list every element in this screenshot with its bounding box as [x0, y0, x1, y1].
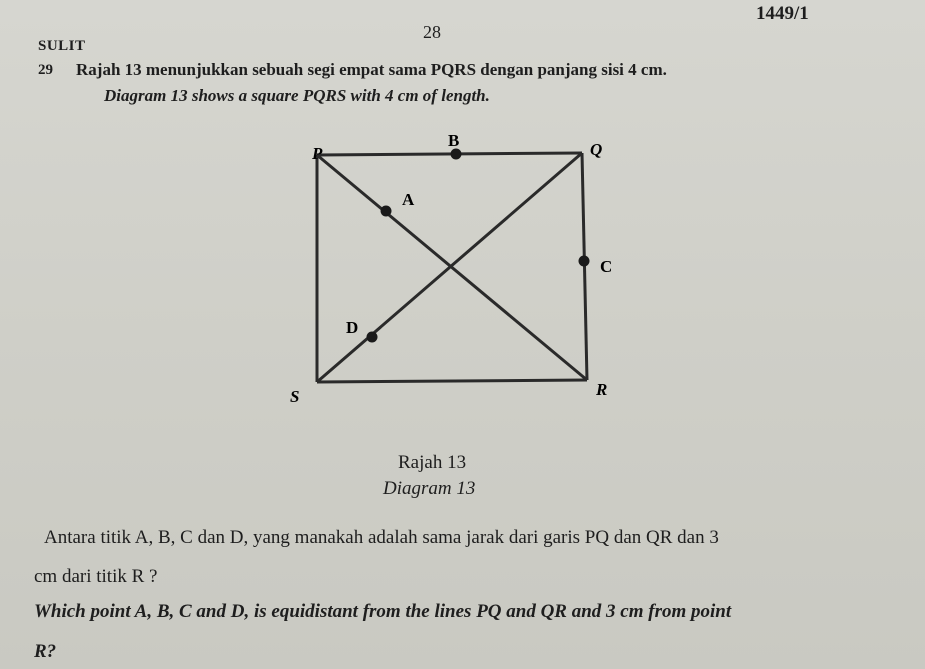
label-a: A [402, 190, 415, 209]
page-number: 28 [423, 22, 441, 42]
point-b [451, 149, 462, 160]
point-d [367, 332, 378, 343]
point-a [381, 206, 392, 217]
diagram-caption-english: Diagram 13 [383, 478, 476, 499]
label-q: Q [590, 140, 603, 159]
question-body-english-line2: R? [34, 641, 57, 662]
sulit-mark: SULIT [38, 38, 86, 54]
diagram-caption-malay: Rajah 13 [398, 452, 467, 473]
question-body-english-line1: Which point A, B, C and D, is equidistant from the lines PQ and QR and 3 cm from point [34, 601, 732, 622]
label-p: P [312, 144, 323, 163]
question-body-malay-line2: cm dari titik R ? [34, 566, 158, 587]
label-d: D [346, 318, 359, 337]
square-diagram [280, 125, 650, 425]
question-text-english: Diagram 13 shows a square PQRS with 4 cm of length. [104, 86, 490, 105]
label-r: R [596, 380, 608, 399]
label-b: B [448, 131, 460, 150]
side-rs [317, 380, 587, 382]
question-number: 29 [38, 62, 53, 78]
label-c: C [600, 257, 613, 276]
point-c [579, 256, 590, 267]
side-pq [317, 153, 582, 155]
side-qr [582, 153, 587, 380]
label-s: S [290, 387, 300, 406]
paper-code: 1449/1 [756, 3, 809, 24]
question-text-malay: Rajah 13 menunjukkan sebuah segi empat sama PQRS dengan panjang sisi 4 cm. [76, 60, 667, 79]
question-body-malay-line1: Antara titik A, B, C dan D, yang manakah adalah sama jarak dari garis PQ dan QR dan 3 [44, 527, 719, 548]
